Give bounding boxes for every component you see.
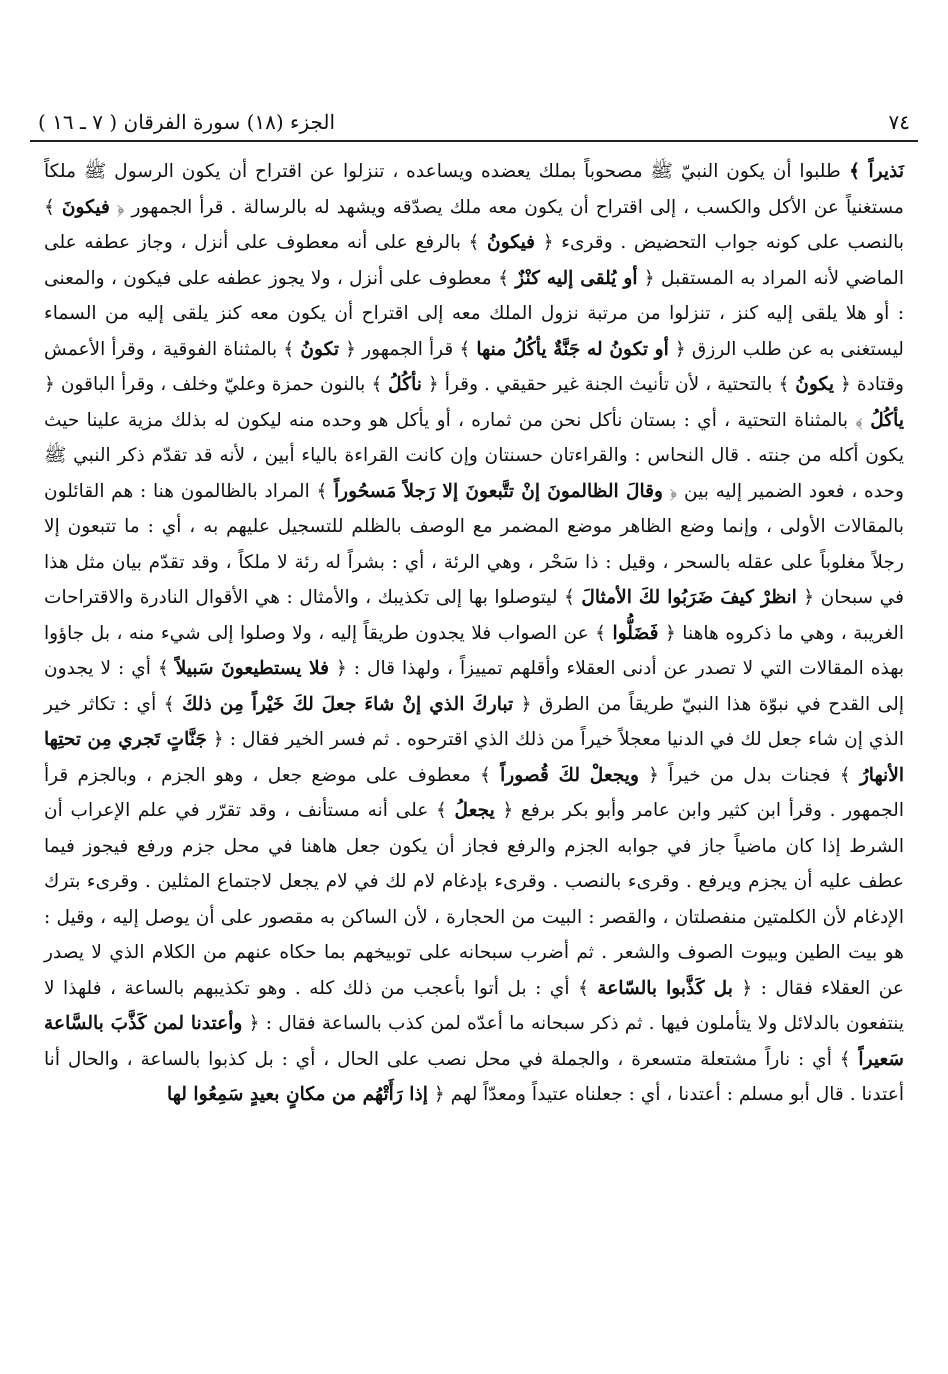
commentary-run: ﴾ بالمثناة التحتية ، أي : بستان نأكل نحن من ثماره ، أو يأكل هو وحده منه ليكون له بذلك مزية علينا حيث يكون أكله من جنته . قال النحاس : والقراءتان حسنتان وإن كانت القراءة بالياء أبين ، لأنه قد تقدّم ذكر النبي ﷺ وحده ، فعود الضمير إليه بين ﴿	[44, 409, 904, 502]
quran-quote: فَضَلُّوا	[612, 622, 659, 644]
quran-quote: ويجعلْ لكَ قُصوراً	[500, 764, 639, 786]
quran-quote: جَنَّاتٍ تَجري مِن تحتِها الأنهارُ	[44, 729, 904, 786]
quran-quote: نَذيراً ﴾	[840, 161, 904, 182]
quran-quote: يأكُلُ	[870, 409, 904, 431]
commentary-run: ﴾ بالنون حمزة وعليّ وخلف ، وقرأ الباقون ﴿	[44, 374, 389, 395]
quran-quote: أو تكونُ له جَنَّةٌ يأكُلُ منها	[476, 338, 669, 360]
commentary-run: ﴾ قرأ الجمهور ﴿	[339, 338, 477, 360]
commentary-run: ﴾ فجنات بدل من خيراً ﴿	[638, 764, 860, 786]
commentary-run: ﴾ عن الصواب فلا يجدون طريقاً إليه ، ولا وصلوا إلى شيء منه ، بل جاؤوا بهذه المقالات التي لا تصدر عن أدنى العقلاء وأقلهم تمييزاً ، ولهذا قال : ﴿	[44, 622, 905, 679]
commentary-paragraph	[44, 154, 904, 1113]
section-title: الجزء (١٨) سورة الفرقان ( ٧ ـ ١٦ )	[38, 110, 336, 134]
quran-quote: أو يُلقى إليه كنْزٌ	[515, 267, 638, 289]
commentary-run: ﴾ بالرفع على أنه معطوف على أنزل ، وجاز عطفه على الماضي لأنه المراد به المستقبل ﴿	[44, 232, 904, 289]
running-header	[32, 100, 916, 136]
quran-quote: وأعتدنا لمن كَذَّبَ بالسَّاعة سَعيراً	[44, 1013, 904, 1070]
quran-quote: تباركَ الذي إنْ شاءَ جعلَ لكَ خَيْراً مِن ذلكَ	[182, 693, 514, 715]
commentary-run: ﴾ بالمثناة الفوقية ، وقرأ الأعمش وقتادة ﴿	[44, 338, 904, 395]
commentary-run: ﴾ معطوف على موضع جعل ، وهو الجزم ، وبالجزم قرأ الجمهور . وقرأ ابن كثير وابن عامر وأبو بكر برفع ﴿	[44, 764, 904, 821]
quran-quote: يكونُ	[795, 374, 835, 395]
commentary-run: ﴾ بالنصب على كونه جواب التحضيض . وقرىء ﴿	[44, 196, 904, 253]
quran-quote: وقالَ الظالمونَ إنْ تتَّبعونَ إلا رَجلاً مَسحُوراً	[334, 480, 663, 502]
commentary-run: ﴾ بالتحتية ، لأن تأنيث الجنة غير حقيقي . وقرأ ﴿	[421, 374, 796, 395]
quran-quote: نأكُلُ	[388, 374, 422, 395]
commentary-run: ﴾ على أنه مستأنف ، وقد تقرّر في علم الإعراب أن الشرط إذا كان ماضياً جاز في جوابه الجزم والرفع فجاز أن يكون جعل هاهنا في محل جزم ورفع فيجوز فيما عطف عليه أن يجزم ويرفع . وقرىء بالنصب . وقرىء بإدغام لام لك في لام يجعل لاجتماع المثلين . وقرىء بترك الإدغام لأن الكلمتين منفصلتان ، والقصر : البيت من الحجارة ، لأن الساكن به مقصور على أن يوصل إليه ، وقيل : هو بيت الطين وبيوت الصوف والشعر . ثم أضرب سبحانه على توبيخهم بما حكاه عنهم من الكلام الذي لا يصدر عن العقلاء فقال : ﴿	[44, 800, 904, 999]
commentary-run: ﴾ أي : بل أتوا بأعجب من ذلك كله . وهو تكذيبهم بالساعة ، فلهذا لا ينتفعون بالدلائل ولا يتأملون فيها . ثم ذكر سبحانه ما أعدّه لمن كذب بالساعة فقال : ﴿	[44, 977, 905, 1034]
quran-quote: تكونُ	[300, 338, 340, 360]
commentary-run: ﴾ ليتوصلوا بها إلى تكذيبك ، والأمثال : هي الأقوال النادرة والاقتراحات الغريبة ، وهي ما ذكروه هاهنا ﴿	[44, 587, 904, 644]
quran-quote: يجعلُ	[454, 800, 495, 821]
commentary-run: ﴾ أي : لا يجدون إلى القدح في نبوّة هذا النبيّ طريقاً من الطرق ﴿	[44, 658, 905, 715]
commentary-run: ﴾ أي : تكاثر خير الذي إن شاء جعل لك في الدنيا معجلاً خيراً من ذلك الذي اقترحوه . ثم فسر الخير فقال : ﴿	[44, 693, 904, 750]
commentary-run: ﴾ أي : ناراً مشتعلة متسعرة ، والجملة في محل نصب على الحال ، أي : بل كذبوا بالساعة ، والحال أنا أعتدنا . قال أبو مسلم : أعتدنا ، أي : جعلناه عتيداً ومعدّاً لهم ﴿	[44, 1048, 904, 1105]
quran-quote: إذا رَأَتْهُم من مكانٍ بعيدٍ سَمِعُوا لها	[167, 1084, 428, 1105]
commentary-run: طلبوا أن يكون النبيّ ﷺ مصحوباً بملك يعضده ويساعده ، تنزلوا عن اقتراح أن يكون الرسول ﷺ ملكاً مستغنياً عن الأكل والكسب ، إلى اقتراح أن يكون معه ملك يصدّقه ويشهد له بالرسالة . قرأ الجمهور ﴿	[44, 161, 904, 218]
quran-quote: انظرْ كيفَ ضَرَبُوا لكَ الأمثالَ	[581, 587, 797, 608]
page-number: ٧٤	[888, 110, 910, 134]
commentary-run: ﴾ معطوف على أنزل ، ولا يجوز عطفه على فيكون ، والمعنى : أو هلا يلقى إليه كنز ، تنزلوا من مرتبة نزول الملك معه إلى اقتراح أن يكون معه كنز يلقى إليه من السماء ليستغنى به عن طلب الرزق ﴿	[44, 267, 904, 360]
quran-quote: فيكونَ	[61, 196, 110, 218]
quran-quote: بل كَذَّبوا بالسّاعة	[597, 977, 733, 999]
header-divider	[30, 140, 918, 142]
commentary-text	[44, 154, 904, 1113]
quran-quote: فلا يستطيعونَ سَبيلاً	[175, 658, 330, 679]
quran-quote: فيكونُ	[487, 232, 536, 253]
commentary-run: ﴾ المراد بالظالمون هنا : هم القائلون بالمقالات الأولى ، وإنما وضع الظاهر موضع المضمر مع الوصف بالظلم للتسجيل عليهم به ، أي : ما تتبعون إلا رجلاً مغلوباً على عقله بالسحر ، وقيل : ذا سَحْر ، وهي الرئة ، أي : بشراً له رئة لا ملكاً ، وقد تقدّم بيان مثل هذا في سبحان ﴿	[44, 480, 905, 608]
